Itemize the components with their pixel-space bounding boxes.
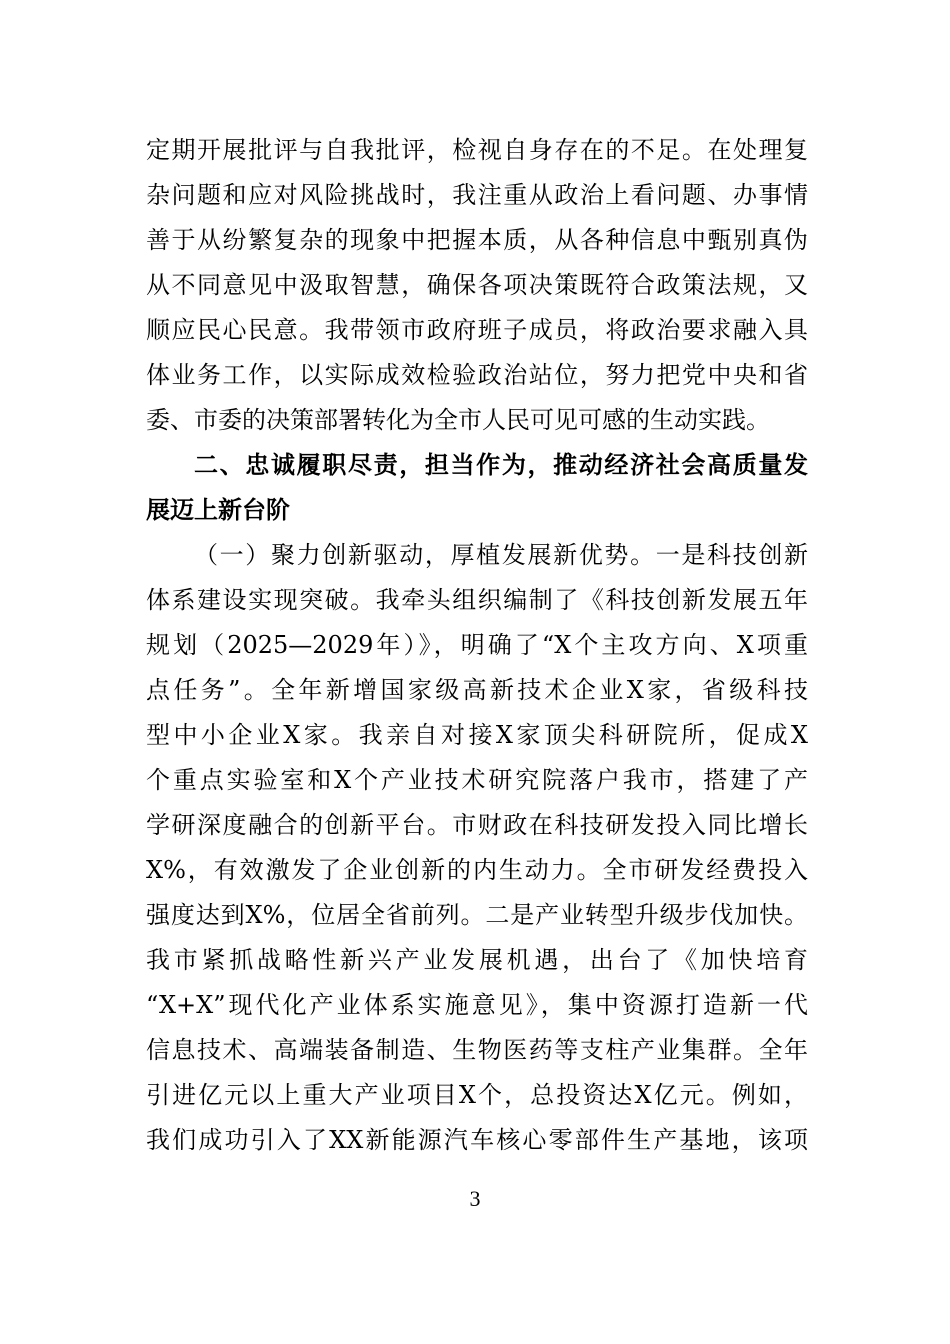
body-line-9: 强度达到X%，位居全省前列。二是产业转型升级步伐加快。 [146, 901, 808, 929]
document-body [146, 128, 808, 1163]
paragraph-line-7: 委、市委的决策部署转化为全市人民可见可感的生动实践。 [146, 406, 770, 434]
section-heading-line-1: 二、忠诚履职尽责，担当作为，推动经济社会高质量发 [194, 451, 808, 479]
paragraph-line-5: 顺应民心民意。我带领市政府班子成员，将政治要求融入具 [146, 316, 808, 344]
page-number: 3 [469, 1186, 481, 1211]
body-line-8: X%，有效激发了企业创新的内生动力。全市研发经费投入 [146, 856, 808, 884]
body-line-10: 我市紧抓战略性新兴产业发展机遇，出台了《加快培育 [146, 946, 808, 974]
section-heading-line-2: 展迈上新台阶 [146, 496, 290, 524]
paragraph-line-6: 体业务工作，以实际成效检验政治站位，努力把党中央和省 [146, 361, 808, 389]
body-line-2: 体系建设实现突破。我牵头组织编制了《科技创新发展五年 [146, 586, 808, 614]
paragraph-line-2: 杂问题和应对风险挑战时，我注重从政治上看问题、办事情 [146, 181, 808, 209]
body-line-6: 个重点实验室和X个产业技术研究院落户我市，搭建了产 [146, 766, 808, 794]
body-line-4: 点任务”。全年新增国家级高新技术企业X家，省级科技 [146, 676, 808, 704]
body-line-3: 规划（2025—2029年）》，明确了“X个主攻方向、X项重 [146, 631, 808, 659]
body-line-1: （一）聚力创新驱动，厚植发展新优势。一是科技创新 [194, 541, 808, 569]
body-line-14: 我们成功引入了XX新能源汽车核心零部件生产基地，该项 [146, 1126, 808, 1154]
paragraph-line-3: 善于从纷繁复杂的现象中把握本质，从各种信息中甄别真伪 [146, 226, 808, 254]
paragraph-line-1: 定期开展批评与自我批评，检视自身存在的不足。在处理复 [146, 136, 808, 164]
body-line-11: “X+X”现代化产业体系实施意见》，集中资源打造新一代 [146, 991, 808, 1019]
body-line-7: 学研深度融合的创新平台。市财政在科技研发投入同比增长 [146, 811, 808, 839]
body-line-13: 引进亿元以上重大产业项目X个，总投资达X亿元。例如， [146, 1081, 808, 1109]
body-line-5: 型中小企业X家。我亲自对接X家顶尖科研院所，促成X [146, 721, 808, 749]
body-line-12: 信息技术、高端装备制造、生物医药等支柱产业集群。全年 [146, 1036, 808, 1064]
paragraph-line-4: 从不同意见中汲取智慧，确保各项决策既符合政策法规，又 [146, 271, 808, 299]
